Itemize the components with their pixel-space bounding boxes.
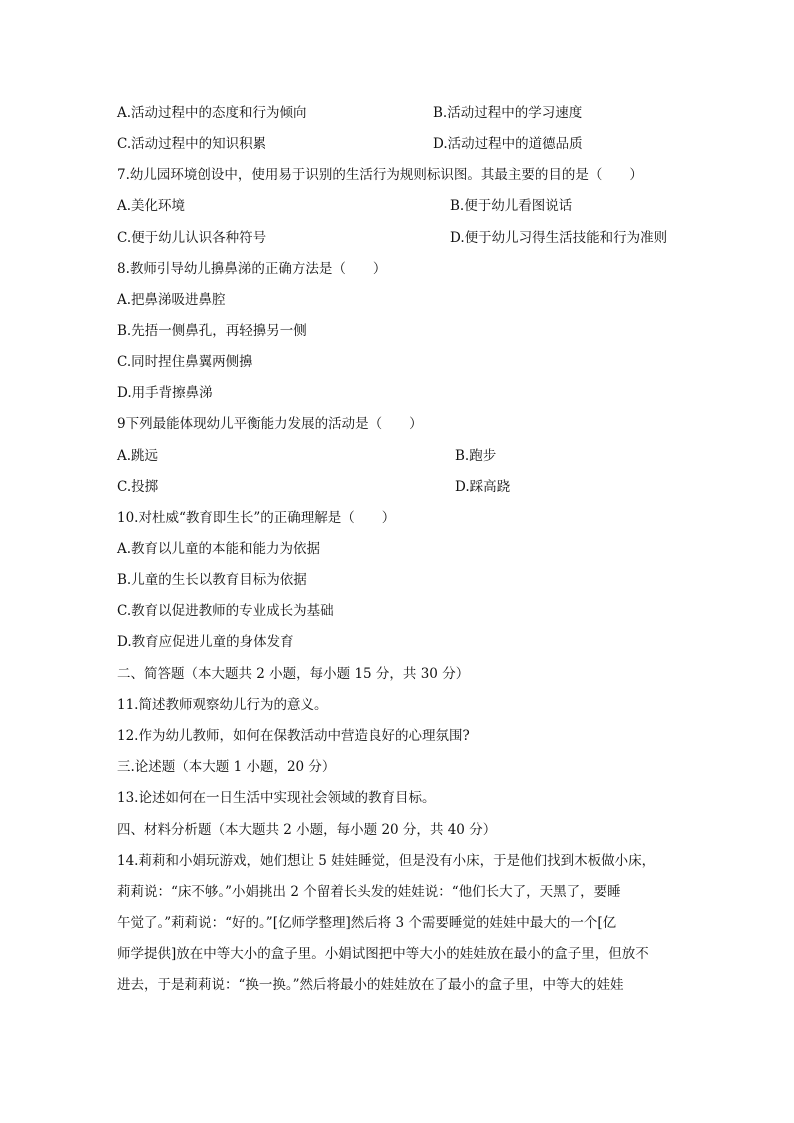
q7-option-b: B.便于幼儿看图说话 — [450, 198, 573, 214]
q7-option-d: D.便于幼儿习得生活技能和行为准则 — [450, 230, 668, 246]
q6-option-c: C.活动过程中的知识积累 — [117, 136, 267, 152]
q6-option-d: D.活动过程中的道德品质 — [433, 136, 583, 152]
q8-option-d: D.用手背擦鼻涕 — [117, 385, 213, 401]
q10-option-d: D.教育应促进儿童的身体发育 — [117, 634, 294, 650]
q7-stem: 7.幼儿园环境创设中，使用易于识别的生活行为规则标识图。其最主要的目的是（ ） — [117, 167, 643, 183]
section4-heading: 四、材料分析题（本大题共 2 小题，每小题 20 分，共 40 分） — [117, 822, 497, 838]
section2-heading: 二、简答题（本大题共 2 小题，每小题 15 分，共 30 分） — [117, 666, 470, 682]
q14-paragraph — [117, 846, 677, 1001]
q10-option-c: C.教育以促进教师的专业成长为基础 — [117, 603, 334, 619]
q8-option-a: A.把鼻涕吸进鼻腔 — [117, 292, 226, 308]
q9-option-a: A.跳远 — [117, 448, 159, 464]
q8-stem: 8.教师引导幼儿擤鼻涕的正确方法是（ ） — [117, 261, 387, 277]
q6-option-a: A.活动过程中的态度和行为倾向 — [117, 105, 307, 121]
q10-option-a: A.教育以儿童的本能和能力为依据 — [117, 541, 321, 557]
q9-option-c: C.投掷 — [117, 479, 159, 495]
q8-option-b: B.先捂一侧鼻孔，再轻擤另一侧 — [117, 323, 307, 339]
q8-option-c: C.同时捏住鼻翼两侧擤 — [117, 354, 253, 370]
q12-text: 12.作为幼儿教师，如何在保教活动中营造良好的心理氛围? — [117, 728, 470, 744]
q9-option-b: B.跑步 — [455, 448, 497, 464]
q9-option-d: D.踩高跷 — [455, 479, 511, 495]
q14-line: 莉莉说：“床不够。”小娟挑出 2 个留着长头发的娃娃说：“他们长大了，天黑了，要睡 — [117, 884, 621, 900]
q14-line: 进去，于是莉莉说：“换一换。”然后将最小的娃娃放在了最小的盒子里，中等大的娃娃 — [117, 977, 624, 993]
q9-stem: 9下列最能体现幼儿平衡能力发展的活动是（ ） — [117, 416, 423, 432]
q7-option-a: A.美化环境 — [117, 198, 186, 214]
q14-line: 午觉了。”莉莉说：“好的。”[亿师学整理]然后将 3 个需要睡觉的娃娃中最大的一个[亿 — [117, 915, 617, 931]
q14-line: 师学提供]放在中等大小的盒子里。小娟试图把中等大小的娃娃放在最小的盒子里，但放不 — [117, 946, 649, 962]
q11-text: 11.简述教师观察幼儿行为的意义。 — [117, 697, 328, 713]
q6-option-b: B.活动过程中的学习速度 — [433, 105, 583, 121]
q10-stem: 10.对杜威“教育即生长”的正确理解是（ ） — [117, 510, 396, 526]
section3-heading: 三.论述题（本大题 1 小题，20 分） — [117, 759, 336, 775]
q10-option-b: B.儿童的生长以教育目标为依据 — [117, 572, 307, 588]
q7-option-c: C.便于幼儿认识各种符号 — [117, 230, 267, 246]
q14-line: 14.莉莉和小娟玩游戏，她们想让 5 娃娃睡觉，但是没有小床，于是他们找到木板做小床， — [117, 853, 656, 869]
q13-text: 13.论述如何在一日生活中实现社会领域的教育目标。 — [117, 790, 436, 806]
